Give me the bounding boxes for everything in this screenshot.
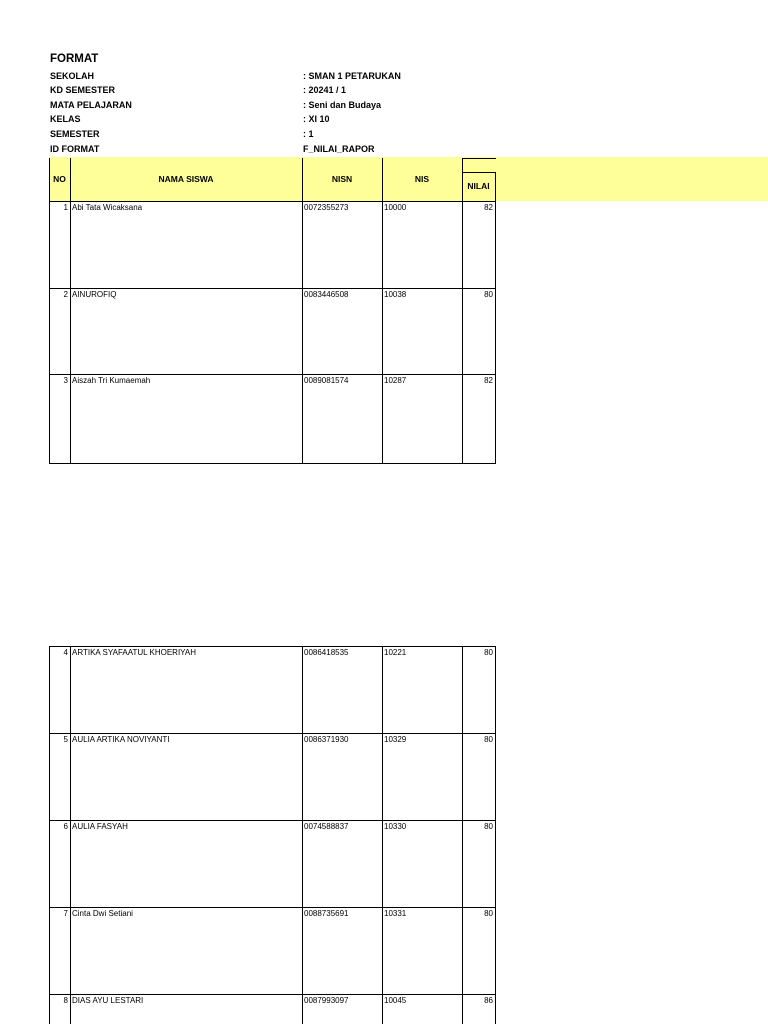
cell-nama: AULIA FASYAH xyxy=(72,822,128,831)
cell-nisn: 0088735691 xyxy=(304,909,349,918)
grid-hline xyxy=(462,158,496,159)
col-header-nama: NAMA SISWA xyxy=(158,174,214,184)
cell-nilai: 80 xyxy=(484,909,493,918)
meta-label: SEKOLAH xyxy=(50,71,95,81)
meta-school xyxy=(50,69,450,83)
grid-hline xyxy=(462,172,496,173)
cell-nis: 10331 xyxy=(384,909,407,918)
cell-nis: 10038 xyxy=(384,290,407,299)
grid-vline xyxy=(302,646,303,1024)
grid-hline xyxy=(49,374,496,375)
meta-label: KD SEMESTER xyxy=(50,85,116,95)
col-header-nisn: NISN xyxy=(331,174,353,184)
grid-vline xyxy=(462,158,463,202)
cell-nis: 10045 xyxy=(384,996,407,1005)
cell-nama: AULIA ARTIKA NOVIYANTI xyxy=(72,735,170,744)
meta-label: SEMESTER xyxy=(50,129,100,139)
grid-hline xyxy=(49,820,496,821)
cell-nisn: 0074588837 xyxy=(304,822,349,831)
grid-hline xyxy=(49,994,496,995)
grid-hline xyxy=(49,733,496,734)
grid-hline xyxy=(49,201,496,202)
grid-vline xyxy=(49,201,50,463)
cell-nisn: 0086371930 xyxy=(304,735,349,744)
cell-nama: DIAS AYU LESTARI xyxy=(72,996,144,1005)
cell-no: 7 xyxy=(63,909,68,918)
cell-nilai: 82 xyxy=(484,203,493,212)
cell-nisn: 0083446508 xyxy=(304,290,349,299)
grid-vline xyxy=(462,201,463,463)
meta-value: : SMAN 1 PETARUKAN xyxy=(303,71,401,81)
meta-semester xyxy=(50,127,450,141)
cell-no: 2 xyxy=(63,290,68,299)
cell-no: 8 xyxy=(63,996,68,1005)
cell-nis: 10221 xyxy=(384,648,407,657)
cell-no: 4 xyxy=(63,648,68,657)
cell-nilai: 80 xyxy=(484,648,493,657)
grid-hline xyxy=(49,646,496,647)
cell-nama: Cinta Dwi Setiani xyxy=(72,909,133,918)
cell-nisn: 0089081574 xyxy=(304,376,349,385)
cell-nama: Aiszah Tri Kumaemah xyxy=(72,376,151,385)
meta-label: MATA PELAJARAN xyxy=(50,100,132,110)
meta-value: : 1 xyxy=(303,129,314,139)
grid-vline xyxy=(462,646,463,1024)
col-header-nilai: NILAI xyxy=(467,181,490,191)
meta-label: KELAS xyxy=(50,114,81,124)
cell-nisn: 0072355273 xyxy=(304,203,349,212)
grid-vline xyxy=(49,646,50,1024)
meta-kd-semester xyxy=(50,83,450,97)
cell-nis: 10287 xyxy=(384,376,407,385)
grid-vline xyxy=(70,201,71,463)
grid-vline xyxy=(495,172,496,202)
grid-vline xyxy=(382,646,383,1024)
cell-nis: 10000 xyxy=(384,203,407,212)
grid-vline xyxy=(70,646,71,1024)
col-header-nis: NIS xyxy=(414,174,430,184)
cell-nis: 10329 xyxy=(384,735,407,744)
cell-nilai: 86 xyxy=(484,996,493,1005)
meta-subject xyxy=(50,98,450,112)
cell-nilai: 82 xyxy=(484,376,493,385)
meta-value: : Seni dan Budaya xyxy=(303,100,382,110)
cell-no: 1 xyxy=(63,203,68,212)
meta-value: F_NILAI_RAPOR xyxy=(303,144,375,154)
cell-nisn: 0087993097 xyxy=(304,996,349,1005)
grid-vline xyxy=(495,646,496,1024)
grid-vline xyxy=(382,201,383,463)
cell-nama: AINUROFIQ xyxy=(72,290,117,299)
meta-label: ID FORMAT xyxy=(50,144,100,154)
meta-class xyxy=(50,112,450,126)
cell-nama: Abi Tata Wicaksana xyxy=(72,203,143,212)
meta-value: : XI 10 xyxy=(303,114,330,124)
cell-nilai: 80 xyxy=(484,735,493,744)
page-title: FORMAT xyxy=(50,53,99,65)
cell-nilai: 80 xyxy=(484,290,493,299)
meta-value: : 20241 / 1 xyxy=(303,85,347,95)
cell-no: 5 xyxy=(63,735,68,744)
cell-nama: ARTIKA SYAFAATUL KHOERIYAH xyxy=(72,648,197,657)
grid-hline xyxy=(49,463,496,464)
cell-nilai: 80 xyxy=(484,822,493,831)
meta-format-id xyxy=(50,142,450,156)
grid-vline xyxy=(302,201,303,463)
grid-hline xyxy=(49,288,496,289)
grid-hline xyxy=(49,907,496,908)
cell-no: 6 xyxy=(63,822,68,831)
col-header-no: NO xyxy=(53,174,66,184)
cell-nis: 10330 xyxy=(384,822,407,831)
grid-vline xyxy=(495,201,496,463)
cell-no: 3 xyxy=(63,376,68,385)
cell-nisn: 0086418535 xyxy=(304,648,349,657)
